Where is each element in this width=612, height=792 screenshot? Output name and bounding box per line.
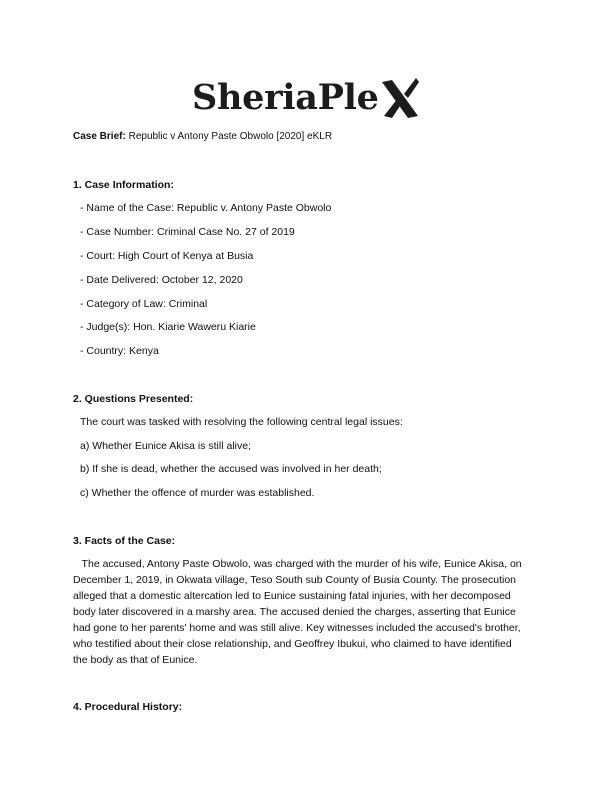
case-info-item: - Country: Kenya xyxy=(80,345,159,357)
question-item: b) If she is dead, whether the accused was involved in her death; xyxy=(80,463,382,475)
facts-line: who testified about their close relationship, and Geoffrey Ibukui, who claimed to have identified xyxy=(73,638,512,650)
question-item: c) Whether the offence of murder was established. xyxy=(80,487,315,499)
case-info-item: - Court: High Court of Kenya at Busia xyxy=(80,250,254,262)
logo-x-mark-icon xyxy=(380,76,420,120)
questions-intro: The court was tasked with resolving the following central legal issues: xyxy=(80,416,403,428)
facts-line: had gone to her parents' home and was still alive. Key witnesses included the accused's brother, xyxy=(73,622,521,634)
case-brief-title: Republic v Antony Paste Obwolo [2020] eKLR xyxy=(128,131,333,142)
logo-wordmark: SheriaPle xyxy=(192,77,379,118)
case-brief-line xyxy=(73,130,332,144)
case-info-item: - Judge(s): Hon. Kiarie Waweru Kiarie xyxy=(80,321,256,333)
facts-paragraph xyxy=(73,556,543,668)
question-item: a) Whether Eunice Akisa is still alive; xyxy=(80,440,251,452)
facts-line: December 1, 2019, in Okwata village, Teso South sub County of Busia County. The prosecution xyxy=(73,574,517,586)
case-brief-label: Case Brief: xyxy=(73,131,126,142)
case-info-item: - Category of Law: Criminal xyxy=(80,298,208,310)
case-info-item: - Date Delivered: October 12, 2020 xyxy=(80,274,243,286)
section-2-heading: 2. Questions Presented: xyxy=(73,393,194,405)
section-3-heading: 3. Facts of the Case: xyxy=(73,535,176,547)
section-4-heading: 4. Procedural History: xyxy=(73,701,183,713)
sheriaplex-logo xyxy=(192,74,420,122)
case-info-item: - Case Number: Criminal Case No. 27 of 2019 xyxy=(80,226,295,238)
facts-line: body later discovered in a marshy area. The accused denied the charges, asserting that Eunice xyxy=(73,606,516,618)
case-info-item: - Name of the Case: Republic v. Antony Paste Obwolo xyxy=(80,202,332,214)
facts-line: the body as that of Eunice. xyxy=(73,654,198,666)
facts-line: alleged that a domestic altercation led to Eunice sustaining fatal injuries, with her decomposed xyxy=(73,590,511,602)
facts-line: The accused, Antony Paste Obwolo, was charged with the murder of his wife, Eunice Akisa, on xyxy=(73,558,522,570)
section-1-heading: 1. Case Information: xyxy=(73,179,174,191)
